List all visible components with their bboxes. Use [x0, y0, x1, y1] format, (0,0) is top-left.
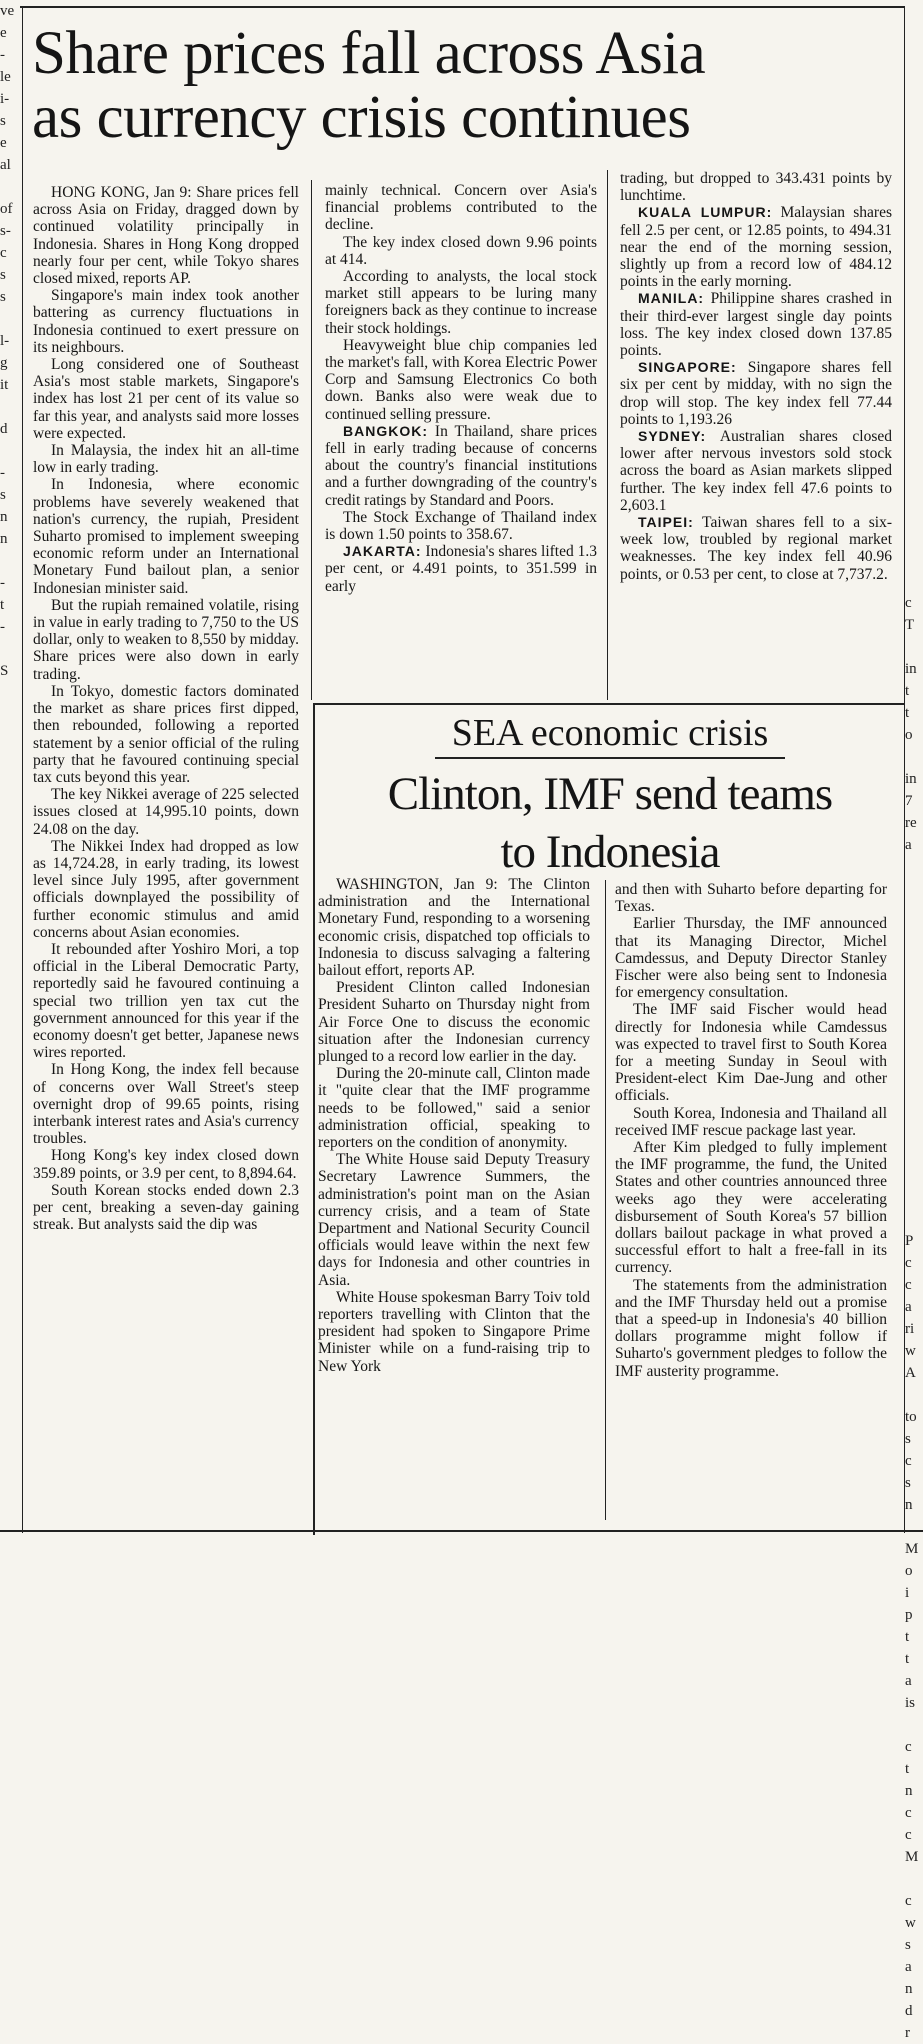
edge-fragment: c [905, 1453, 912, 1469]
edge-fragment [905, 1032, 923, 1054]
edge-fragment [0, 396, 20, 418]
edge-fragment: in [905, 661, 917, 677]
edge-fragment [905, 1010, 923, 1032]
edge-fragment [905, 548, 923, 570]
main-paragraph: mainly technical. Concern over Asia's financial problems contributed to the decline. [325, 182, 597, 234]
edge-fragment [905, 504, 923, 526]
main-paragraph: But the rupiah remained volatile, rising in value in early trading to 7,750 to the US dollar, only to weaken to 8,550 by midday. Share prices were also down in early trading. [33, 596, 299, 683]
kicker-label: SEA economic crisis [451, 712, 769, 754]
edge-fragment [0, 638, 20, 660]
paragraph-text: In Thailand, share prices fell in early trading because of concerns about the country's financial institutions and a further downgrading of the country's credit ratings by Standard and Poors. [325, 422, 597, 509]
edge-fragment: A [905, 1365, 916, 1381]
edge-fragment [905, 1208, 923, 1230]
datelined-paragraph-bangkok [325, 423, 597, 509]
main-paragraph: According to analysts, the local stock market still appears to be luring many foreigners back as they continue to increase their stock holdings. [325, 268, 597, 337]
edge-fragment [905, 988, 923, 1010]
edge-fragment [905, 1164, 923, 1186]
edge-fragment: s [905, 1937, 911, 1953]
second-story-column-1 [318, 876, 590, 1526]
edge-fragment: - [0, 465, 5, 481]
main-paragraph: Hong Kong's key index closed down 359.89 points, or 3.9 per cent, to 8,894.64. [33, 1147, 299, 1182]
edge-fragment: - [0, 619, 5, 635]
edge-fragment [905, 1516, 923, 1538]
second-paragraph: WASHINGTON, Jan 9: The Clinton administration and the International Monetary Fund, responding to a worsening economic crisis, dispatched top officials to Indonesia to discuss salvaging a faltering bailout effort, reports AP. [318, 876, 590, 980]
edge-fragment: s [0, 289, 6, 305]
main-paragraph: The key Nikkei average of 225 selected issues closed at 14,995.10 points, down 24.08 on the day. [33, 786, 299, 838]
main-paragraph: HONG KONG, Jan 9: Share prices fell across Asia on Friday, dragged down by continued volatility principally in Indonesia. Shares in Hong Kong dropped nearly four per cent, while Tokyo shares closed mixed, reports AP. [33, 184, 299, 288]
edge-fragment: T [905, 617, 915, 633]
edge-fragment: c [905, 1893, 912, 1909]
edge-fragment: c [905, 595, 912, 611]
edge-fragment: d [905, 2003, 913, 2019]
edge-fragment [905, 86, 923, 108]
kicker-underline [435, 757, 785, 759]
paragraph-text: Taiwan shares fell to a six-week low, troubled by regional market weaknesses. The key index fell 40.96 points, or 0.53 per cent, to close at 7,737.2. [620, 514, 892, 583]
edge-fragment [0, 176, 20, 198]
edge-fragment: w [905, 1343, 916, 1359]
edge-fragment [905, 460, 923, 482]
edge-fragment [905, 240, 923, 262]
edge-fragment [905, 152, 923, 174]
main-paragraph: Heavyweight blue chip companies led the market's fall, with Korea Electric Power Corp and Samsung Electronics Co both down. Banks also were weak due to continued selling pressure. [325, 336, 597, 423]
paragraph-text: Singapore shares fell six per cent by midday, with no sign the drop will stop. The key index fell 77.44 points to 1,193.26 [620, 359, 892, 428]
edge-fragment [0, 308, 20, 330]
edge-fragment: n [905, 1981, 913, 1997]
edge-fragment [905, 526, 923, 548]
edge-fragment [905, 438, 923, 460]
right-edge-fragments [905, 20, 923, 2041]
edge-fragment: P [905, 1233, 914, 1249]
edge-fragment: a [905, 1673, 912, 1689]
edge-fragment: to [905, 1409, 917, 1425]
edge-fragment: re [905, 815, 917, 831]
main-story-column-1 [33, 184, 299, 1524]
edge-fragment: - [0, 47, 5, 63]
edge-fragment [905, 944, 923, 966]
edge-fragment: c [905, 1805, 912, 1821]
edge-fragment: s [0, 487, 6, 503]
main-headline [32, 22, 902, 150]
dateline-taipei: TAIPEI: [638, 514, 694, 531]
edge-fragment [905, 218, 923, 240]
edge-fragment: c [0, 245, 7, 261]
paragraph-text: Malaysian shares fell 2.5 per cent, or 12.85 points, to 494.31 near the end of the morning session, slightly up from a record low of 484.12 points in the early morning. [620, 204, 892, 291]
edge-fragment [905, 1868, 923, 1890]
edge-fragment: l- [0, 333, 10, 349]
gutter-rule-1 [311, 180, 312, 700]
edge-fragment [0, 440, 20, 462]
edge-fragment [905, 1076, 923, 1098]
main-paragraph: The Stock Exchange of Thailand index is down 1.50 points to 358.67. [325, 508, 597, 544]
main-paragraph: In Hong Kong, the index fell because of concerns over Wall Street's steep overnight drop of 99.65 points, rising interbank interest rates and Asia's currency troubles. [33, 1061, 299, 1148]
edge-fragment: s [0, 267, 6, 283]
edge-fragment [0, 550, 20, 572]
edge-fragment: it [0, 377, 9, 393]
edge-fragment [905, 1142, 923, 1164]
edge-fragment: s [905, 1475, 911, 1491]
main-headline-line-1: Share prices fall across Asia [32, 20, 706, 87]
edge-fragment: le [0, 69, 11, 85]
dateline-jakarta: JAKARTA: [343, 543, 422, 560]
second-story-column-2 [615, 881, 887, 1521]
dateline-sydney: SYDNEY: [638, 428, 707, 445]
edge-fragment: c [905, 1739, 912, 1755]
edge-fragment [905, 746, 923, 768]
main-paragraph: It rebounded after Yoshiro Mori, a top official in the Liberal Democratic Party, reportedly said he favoured continuing a special two trillion yen tax cut the government announced for this year if the economy doesn't get better, Japanese news wires reported. [33, 940, 299, 1062]
main-paragraph: The Nikkei Index had dropped as low as 14,724.28, in early trading, its lowest level since July 1995, after government officials downplayed the possibility of further economic stimulus and amid concerns about Asian economies. [33, 837, 299, 941]
edge-fragment [905, 1186, 923, 1208]
edge-fragment [905, 416, 923, 438]
edge-fragment [905, 20, 923, 42]
edge-fragment: t [0, 597, 5, 613]
edge-fragment: in [905, 771, 917, 787]
main-story-column-3 [620, 170, 892, 700]
main-paragraph: trading, but dropped to 343.431 points by lunchtime. [620, 170, 892, 205]
edge-fragment: t [905, 705, 910, 721]
edge-fragment: 7 [905, 793, 913, 809]
edge-fragment: - [0, 575, 5, 591]
paragraph-text: Australian shares closed lower after nervous investors sold stock across the board as Asian markets slipped further. The key index fell 47.6 points to 2,603.1 [620, 428, 892, 514]
second-paragraph: The White House said Deputy Treasury Secretary Lawrence Summers, the administration's point man on the Asian currency crisis, and a team of State Department and National Security Council officials would leave within the next few days for Indonesia and other countries in Asia. [318, 1151, 590, 1289]
second-paragraph: The IMF said Fischer would head directly for Indonesia while Camdessus was expected to travel first to South Korea for a meeting Sunday in Seoul with President-elect Kim Dae-Jung and other officials. [615, 1001, 887, 1105]
edge-fragment: r [905, 2025, 910, 2041]
edge-fragment [905, 42, 923, 64]
edge-fragment [905, 900, 923, 922]
edge-fragment: w [905, 1915, 916, 1931]
edge-fragment: e [0, 135, 7, 151]
edge-fragment [905, 878, 923, 900]
edge-fragment [905, 636, 923, 658]
second-paragraph: During the 20-minute call, Clinton made it "quite clear that the IMF programme needs to be followed," said a senior administration official, speaking to reporters on the condition of anonymity. [318, 1065, 590, 1152]
second-paragraph: White House spokesman Barry Toiv told reporters travelling with Clinton that the president had spoken to Singapore Prime Minister while on a fund-raising trip to New York [318, 1288, 590, 1375]
edge-fragment: a [905, 837, 912, 853]
edge-fragment: p [905, 1607, 913, 1623]
datelined-paragraph-manila [620, 290, 892, 359]
edge-fragment [905, 372, 923, 394]
datelined-paragraph-singapore [620, 359, 892, 428]
edge-fragment [905, 1098, 923, 1120]
datelined-paragraph-kuala-lumpur [620, 204, 892, 290]
main-headline-line-2: as currency crisis continues [32, 84, 691, 151]
datelined-paragraph-sydney [620, 428, 892, 514]
main-paragraph: Singapore's main index took another battering as currency fluctuations in Indonesia continued to exert pressure on its neighbours. [33, 287, 299, 356]
edge-fragment [905, 856, 923, 878]
gutter-rule-3 [605, 880, 606, 1520]
main-paragraph: Long considered one of Southeast Asia's most stable markets, Singapore's index has lost 21 per cent of its value so far this year, and analysts said more losses were expected. [33, 356, 299, 442]
edge-fragment: al [0, 157, 11, 173]
edge-fragment: t [905, 683, 910, 699]
left-column-rule [22, 8, 23, 1533]
edge-fragment: t [905, 1651, 910, 1667]
edge-fragment: s [905, 1431, 911, 1447]
second-headline-line-2: to Indonesia [500, 826, 720, 878]
edge-fragment: i- [0, 91, 10, 107]
edge-fragment [905, 966, 923, 988]
edge-fragment: is [905, 1695, 916, 1711]
second-paragraph: President Clinton called Indonesian President Suharto on Thursday night from Air Force One to discuss the economic situation after the Indonesian currency plunged to a record low earlier in the day. [318, 979, 590, 1066]
paragraph-text: Indonesia's shares lifted 1.3 per cent, or 4.491 points, to 351.599 in early [325, 543, 597, 595]
second-paragraph: South Korea, Indonesia and Thailand all received IMF rescue package last year. [615, 1104, 887, 1139]
second-paragraph: After Kim pledged to fully implement the IMF programme, the fund, the United States and other countries announced three weeks ago they were accelerating disbursement of South Korea's 57 billion dollars bailout package in what proved a successful effort to halt a free-fall in its currency. [615, 1139, 887, 1277]
edge-fragment: c [905, 1255, 912, 1271]
edge-fragment [905, 108, 923, 130]
edge-fragment: c [905, 1827, 912, 1843]
edge-fragment: S [0, 663, 9, 679]
main-paragraph: In Malaysia, the index hit an all-time low in early trading. [33, 442, 299, 477]
edge-fragment: ri [905, 1321, 915, 1337]
edge-fragment [905, 1120, 923, 1142]
edge-fragment: n [0, 531, 8, 547]
edge-fragment [905, 262, 923, 284]
edge-fragment: of [0, 201, 13, 217]
second-paragraph: Earlier Thursday, the IMF announced that its Managing Director, Michel Camdessus, and Deputy Director Stanley Fischer were also being sent to Indonesia for emergency consultation. [615, 915, 887, 1002]
edge-fragment: n [905, 1497, 913, 1513]
edge-fragment [905, 570, 923, 592]
edge-fragment [905, 328, 923, 350]
edge-fragment: n [0, 509, 8, 525]
edge-fragment: M [905, 1849, 919, 1865]
main-story-column-2 [325, 182, 597, 694]
top-rule [20, 6, 905, 8]
dateline-bangkok: BANGKOK: [343, 422, 428, 439]
edge-fragment [905, 130, 923, 152]
edge-fragment [905, 306, 923, 328]
edge-fragment [905, 64, 923, 86]
edge-fragment [905, 1714, 923, 1736]
edge-fragment: o [905, 1563, 913, 1579]
left-edge-fragments [0, 0, 20, 860]
edge-fragment [905, 196, 923, 218]
edge-fragment: c [905, 1277, 912, 1293]
edge-fragment: t [905, 1629, 910, 1645]
main-paragraph: In Indonesia, where economic problems have severely weakened that nation's currency, the rupiah, President Suharto promised to implement sweeping economic reform under an International Monetary Fund bailout plan, a senior Indonesian minister said. [33, 476, 299, 597]
dateline-manila: MANILA: [638, 290, 705, 307]
main-paragraph: The key index closed down 9.96 points at 414. [325, 233, 597, 268]
edge-fragment: o [905, 727, 913, 743]
second-headline-line-1: Clinton, IMF send teams [387, 768, 833, 820]
edge-fragment: g [0, 355, 8, 371]
edge-fragment [905, 174, 923, 196]
second-paragraph: and then with Suharto before departing for Texas. [615, 881, 887, 916]
dateline-singapore: SINGAPORE: [638, 359, 737, 376]
main-paragraph: South Korean stocks ended down 2.3 per cent, breaking a seven-day gaining streak. But analysts said the dip was [33, 1181, 299, 1234]
edge-fragment: t [905, 1761, 910, 1777]
edge-fragment [905, 350, 923, 372]
edge-fragment: a [905, 1959, 912, 1975]
datelined-paragraph-taipei [620, 514, 892, 583]
main-paragraph: In Tokyo, domestic factors dominated the market as share prices first dipped, then rebounded, following a reported statement by a senior official of the ruling party that he favoured continuing special tax cuts beyond this year. [33, 682, 299, 786]
edge-fragment: M [905, 1541, 919, 1557]
dateline-kuala-lumpur: KUALA LUMPUR: [638, 204, 773, 221]
edge-fragment: s [0, 113, 6, 129]
datelined-paragraph-jakarta [325, 543, 597, 595]
edge-fragment [905, 1384, 923, 1406]
edge-fragment [905, 1054, 923, 1076]
edge-fragment: s- [0, 223, 11, 239]
second-paragraph: The statements from the administration and the IMF Thursday held out a promise that a speed-up in Indonesia's 40 billion dollars programme might follow if Suharto's government pledges to follow the IMF austerity programme. [615, 1276, 887, 1380]
edge-fragment: ve [0, 3, 15, 19]
edge-fragment [905, 284, 923, 306]
edge-fragment [905, 482, 923, 504]
edge-fragment [905, 922, 923, 944]
second-headline [315, 765, 905, 881]
edge-fragment: a [905, 1299, 912, 1315]
edge-fragment: i [905, 1585, 910, 1601]
edge-fragment: d [0, 421, 8, 437]
edge-fragment: n [905, 1783, 913, 1799]
gutter-rule-2 [607, 170, 608, 700]
paragraph-text: Philippine shares crashed in their third-ever largest single day points loss. The key index closed down 137.85 points. [620, 290, 892, 360]
edge-fragment [905, 394, 923, 416]
edge-fragment: e [0, 25, 7, 41]
